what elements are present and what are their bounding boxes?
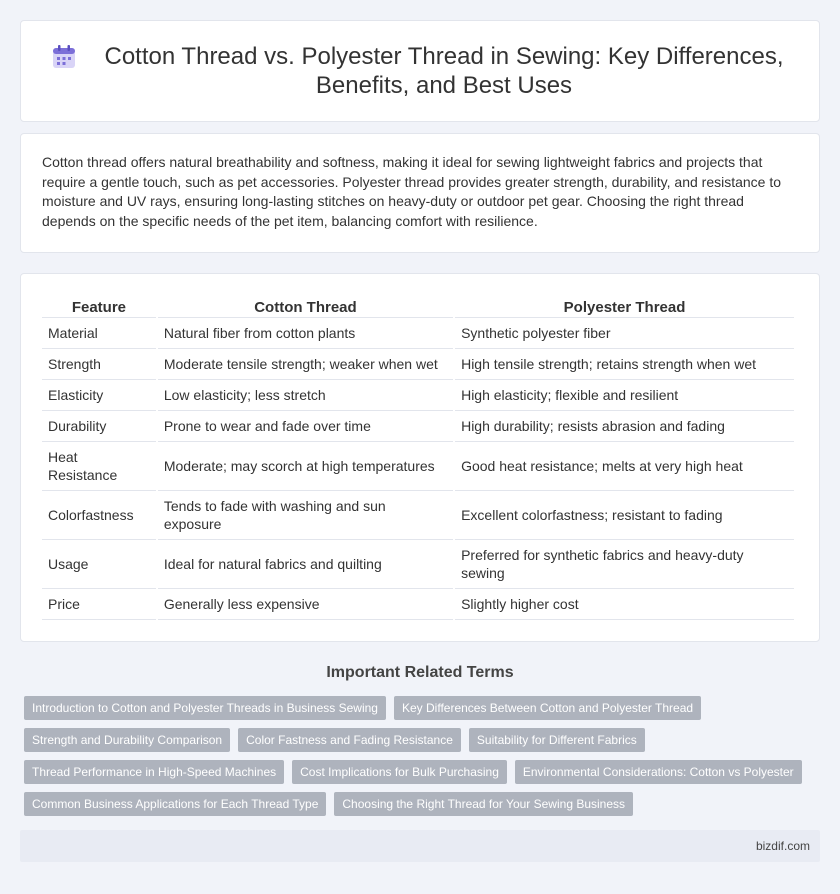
page-title: Cotton Thread vs. Polyester Thread in Sewing: Key Differences, Benefits, and Best Uses [104, 43, 784, 99]
header-feature: Feature [42, 294, 156, 318]
related-terms-heading: Important Related Terms [326, 664, 514, 681]
table-row [42, 491, 794, 540]
related-terms-list [24, 696, 824, 824]
related-term-link[interactable]: Color Fastness and Fading Resistance [238, 728, 461, 752]
cotton-cell: Generally less expensive [158, 589, 453, 620]
cotton-cell: Tends to fade with washing and sun exposure [158, 491, 453, 540]
cotton-cell: Low elasticity; less stretch [158, 380, 453, 411]
related-term-link[interactable]: Environmental Considerations: Cotton vs Polyester [515, 760, 802, 784]
related-term-link[interactable]: Key Differences Between Cotton and Polyester Thread [394, 696, 701, 720]
footer [20, 830, 820, 862]
feature-cell: Elasticity [42, 380, 156, 411]
related-term-link[interactable]: Choosing the Right Thread for Your Sewing Business [334, 792, 633, 816]
related-term-link[interactable]: Introduction to Cotton and Polyester Threads in Business Sewing [24, 696, 386, 720]
table-row [42, 318, 794, 349]
related-term-link[interactable]: Cost Implications for Bulk Purchasing [292, 760, 507, 784]
table-row [42, 540, 794, 589]
feature-cell: Colorfastness [42, 491, 156, 540]
calendar-icon [51, 44, 77, 70]
table-row [42, 411, 794, 442]
cotton-cell: Ideal for natural fabrics and quilting [158, 540, 453, 589]
cotton-cell: Moderate; may scorch at high temperatures [158, 442, 453, 491]
polyester-cell: High elasticity; flexible and resilient [455, 380, 794, 411]
header-polyester-thread: Polyester Thread [455, 294, 794, 318]
intro-card [20, 133, 820, 253]
table-row [42, 589, 794, 620]
cotton-cell: Moderate tensile strength; weaker when wet [158, 349, 453, 380]
table-row [42, 349, 794, 380]
related-term-link[interactable]: Strength and Durability Comparison [24, 728, 230, 752]
feature-cell: Usage [42, 540, 156, 589]
polyester-cell: Slightly higher cost [455, 589, 794, 620]
comparison-table-card [20, 273, 820, 642]
comparison-table [40, 294, 796, 620]
polyester-cell: High durability; resists abrasion and fading [455, 411, 794, 442]
table-header-row [42, 294, 794, 318]
related-term-link[interactable]: Thread Performance in High-Speed Machines [24, 760, 284, 784]
cotton-cell: Prone to wear and fade over time [158, 411, 453, 442]
feature-cell: Strength [42, 349, 156, 380]
table-row [42, 442, 794, 491]
title-card [20, 20, 820, 122]
feature-cell: Durability [42, 411, 156, 442]
related-term-link[interactable]: Common Business Applications for Each Thread Type [24, 792, 326, 816]
feature-cell: Heat Resistance [42, 442, 156, 491]
related-term-link[interactable]: Suitability for Different Fabrics [469, 728, 645, 752]
table-row [42, 380, 794, 411]
footer-site-name: bizdif.com [755, 839, 810, 853]
feature-cell: Material [42, 318, 156, 349]
cotton-cell: Natural fiber from cotton plants [158, 318, 453, 349]
polyester-cell: Preferred for synthetic fabrics and heavy-duty sewing [455, 540, 794, 589]
feature-cell: Price [42, 589, 156, 620]
header-cotton-thread: Cotton Thread [158, 294, 453, 318]
polyester-cell: High tensile strength; retains strength when wet [455, 349, 794, 380]
polyester-cell: Synthetic polyester fiber [455, 318, 794, 349]
intro-paragraph: Cotton thread offers natural breathability and softness, making it ideal for sewing lightweight fabrics and projects that require a gentle touch, such as pet accessories. Polyester thread provides greater strength, durability, and resistance to moisture and UV rays, ensuring long-lasting stitches on heavy-duty or outdoor pet gear. Choosing the right thread depends on the specific needs of the pet item, balancing comfort with resilience. [42, 154, 782, 229]
polyester-cell: Good heat resistance; melts at very high heat [455, 442, 794, 491]
polyester-cell: Excellent colorfastness; resistant to fading [455, 491, 794, 540]
